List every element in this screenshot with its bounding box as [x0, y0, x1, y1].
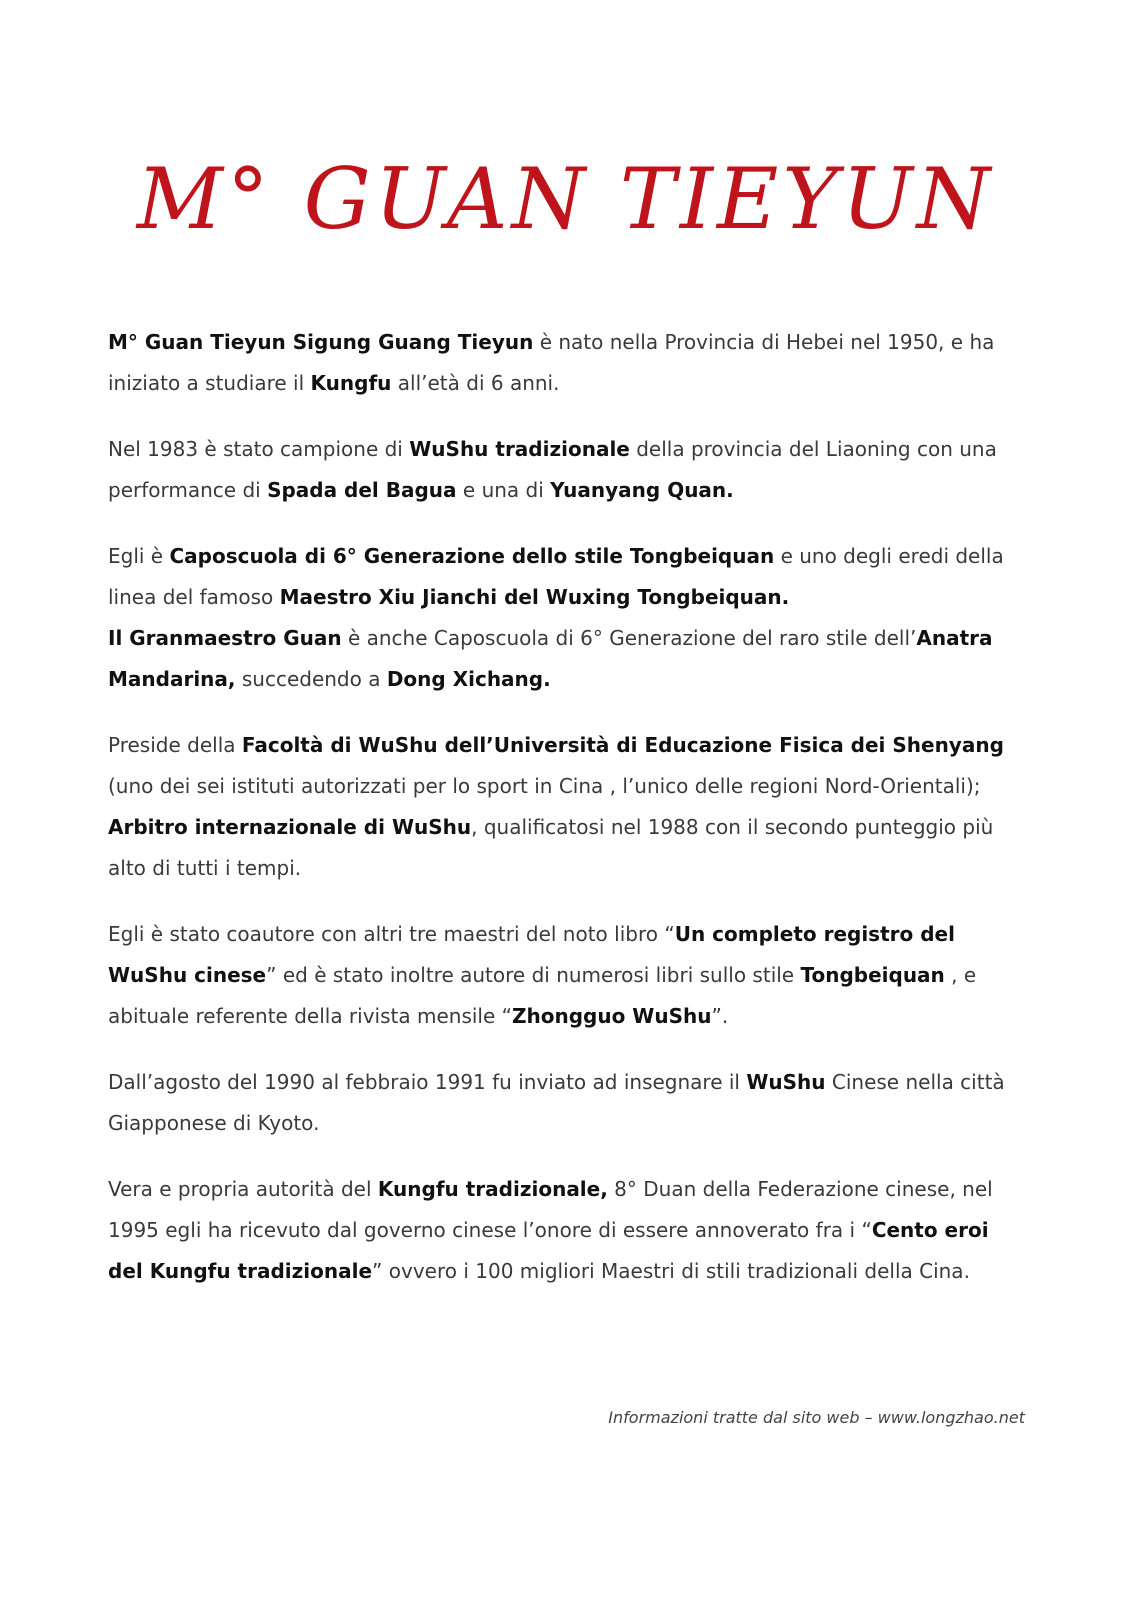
text-span: Preside della — [108, 733, 242, 757]
strong-text: Tongbeiquan — [800, 963, 945, 987]
text-span: e una di — [456, 478, 551, 502]
text-span: , qualificatosi nel 1988 con il secondo punteggio più alto di tutti i tempi. — [108, 815, 994, 880]
text-span: ” ed è stato inoltre autore di numerosi libri sullo stile — [266, 963, 801, 987]
strong-text: Maestro Xiu Jianchi del Wuxing Tongbeiquan. — [279, 585, 790, 609]
strong-text: Arbitro internazionale di WuShu — [108, 815, 472, 839]
strong-text: Kungfu tradizionale, — [377, 1177, 608, 1201]
text-span: Egli è — [108, 544, 170, 568]
text-span: , e abituale referente della rivista mensile “ — [108, 963, 977, 1028]
strong-text: Spada del Bagua — [267, 478, 457, 502]
text-span: Nel 1983 è stato campione di — [108, 437, 410, 461]
strong-text: Caposcuola di 6° Generazione dello stile Tongbeiquan — [169, 544, 775, 568]
paragraph-kyoto — [108, 1062, 1008, 1144]
text-span: Egli è stato coautore con altri tre maestri del noto libro “ — [108, 922, 675, 946]
strong-text: Zhongguo WuShu — [512, 1004, 712, 1028]
paragraph-champion — [108, 429, 1008, 511]
paragraph-author — [108, 914, 1008, 1037]
strong-text: Anatra Mandarina, — [108, 626, 993, 691]
strong-text: M° Guan Tieyun Sigung Guang Tieyun — [108, 330, 534, 354]
text-span: è anche Caposcuola di 6° Generazione del raro stile dell’ — [341, 626, 917, 650]
paragraph-lineage — [108, 536, 1008, 700]
page-title: M° GUAN TIEYUN — [136, 150, 995, 248]
strong-text: Cento eroi del Kungfu tradizionale — [108, 1218, 989, 1283]
strong-text: WuShu — [746, 1070, 826, 1094]
strong-text: Dong Xichang. — [386, 667, 551, 691]
strong-text: WuShu tradizionale — [409, 437, 630, 461]
text-span: Dall’agosto del 1990 al febbraio 1991 fu inviato ad insegnare il — [108, 1070, 747, 1094]
strong-text: Il Granmaestro Guan — [108, 626, 342, 650]
text-span: ” ovvero i 100 migliori Maestri di stili tradizionali della Cina. — [372, 1259, 970, 1283]
paragraph-birth — [108, 322, 1008, 404]
strong-text: Kungfu — [310, 371, 392, 395]
text-span: ”. — [711, 1004, 729, 1028]
strong-text: Facoltà di WuShu dell’Università di Educazione Fisica dei Shenyang — [241, 733, 1004, 757]
text-span: e uno degli eredi della linea del famoso — [108, 544, 1004, 609]
biography-text — [108, 322, 1008, 1317]
source-note: Informazioni tratte dal sito web – www.longzhao.net — [608, 1408, 1025, 1427]
strong-text: Un completo registro del WuShu cinese — [108, 922, 955, 987]
text-span: (uno dei sei istituti autorizzati per lo sport in Cina , l’unico delle regioni Nord-Orientali); — [108, 774, 981, 798]
text-span: 8° Duan della Federazione cinese, nel 1995 egli ha ricevuto dal governo cinese l’onore di essere annoverato fra i “ — [108, 1177, 993, 1242]
paragraph-authority — [108, 1169, 1008, 1292]
paragraph-dean — [108, 725, 1008, 889]
text-span: Cinese nella città Giapponese di Kyoto. — [108, 1070, 1005, 1135]
text-span: Vera e propria autorità del — [108, 1177, 378, 1201]
text-span: all’età di 6 anni. — [391, 371, 560, 395]
text-span: succedendo a — [235, 667, 387, 691]
text-span: della provincia del Liaoning con una performance di — [108, 437, 997, 502]
strong-text: Yuanyang Quan. — [550, 478, 734, 502]
text-span: è nato nella Provincia di Hebei nel 1950, e ha iniziato a studiare il — [108, 330, 995, 395]
